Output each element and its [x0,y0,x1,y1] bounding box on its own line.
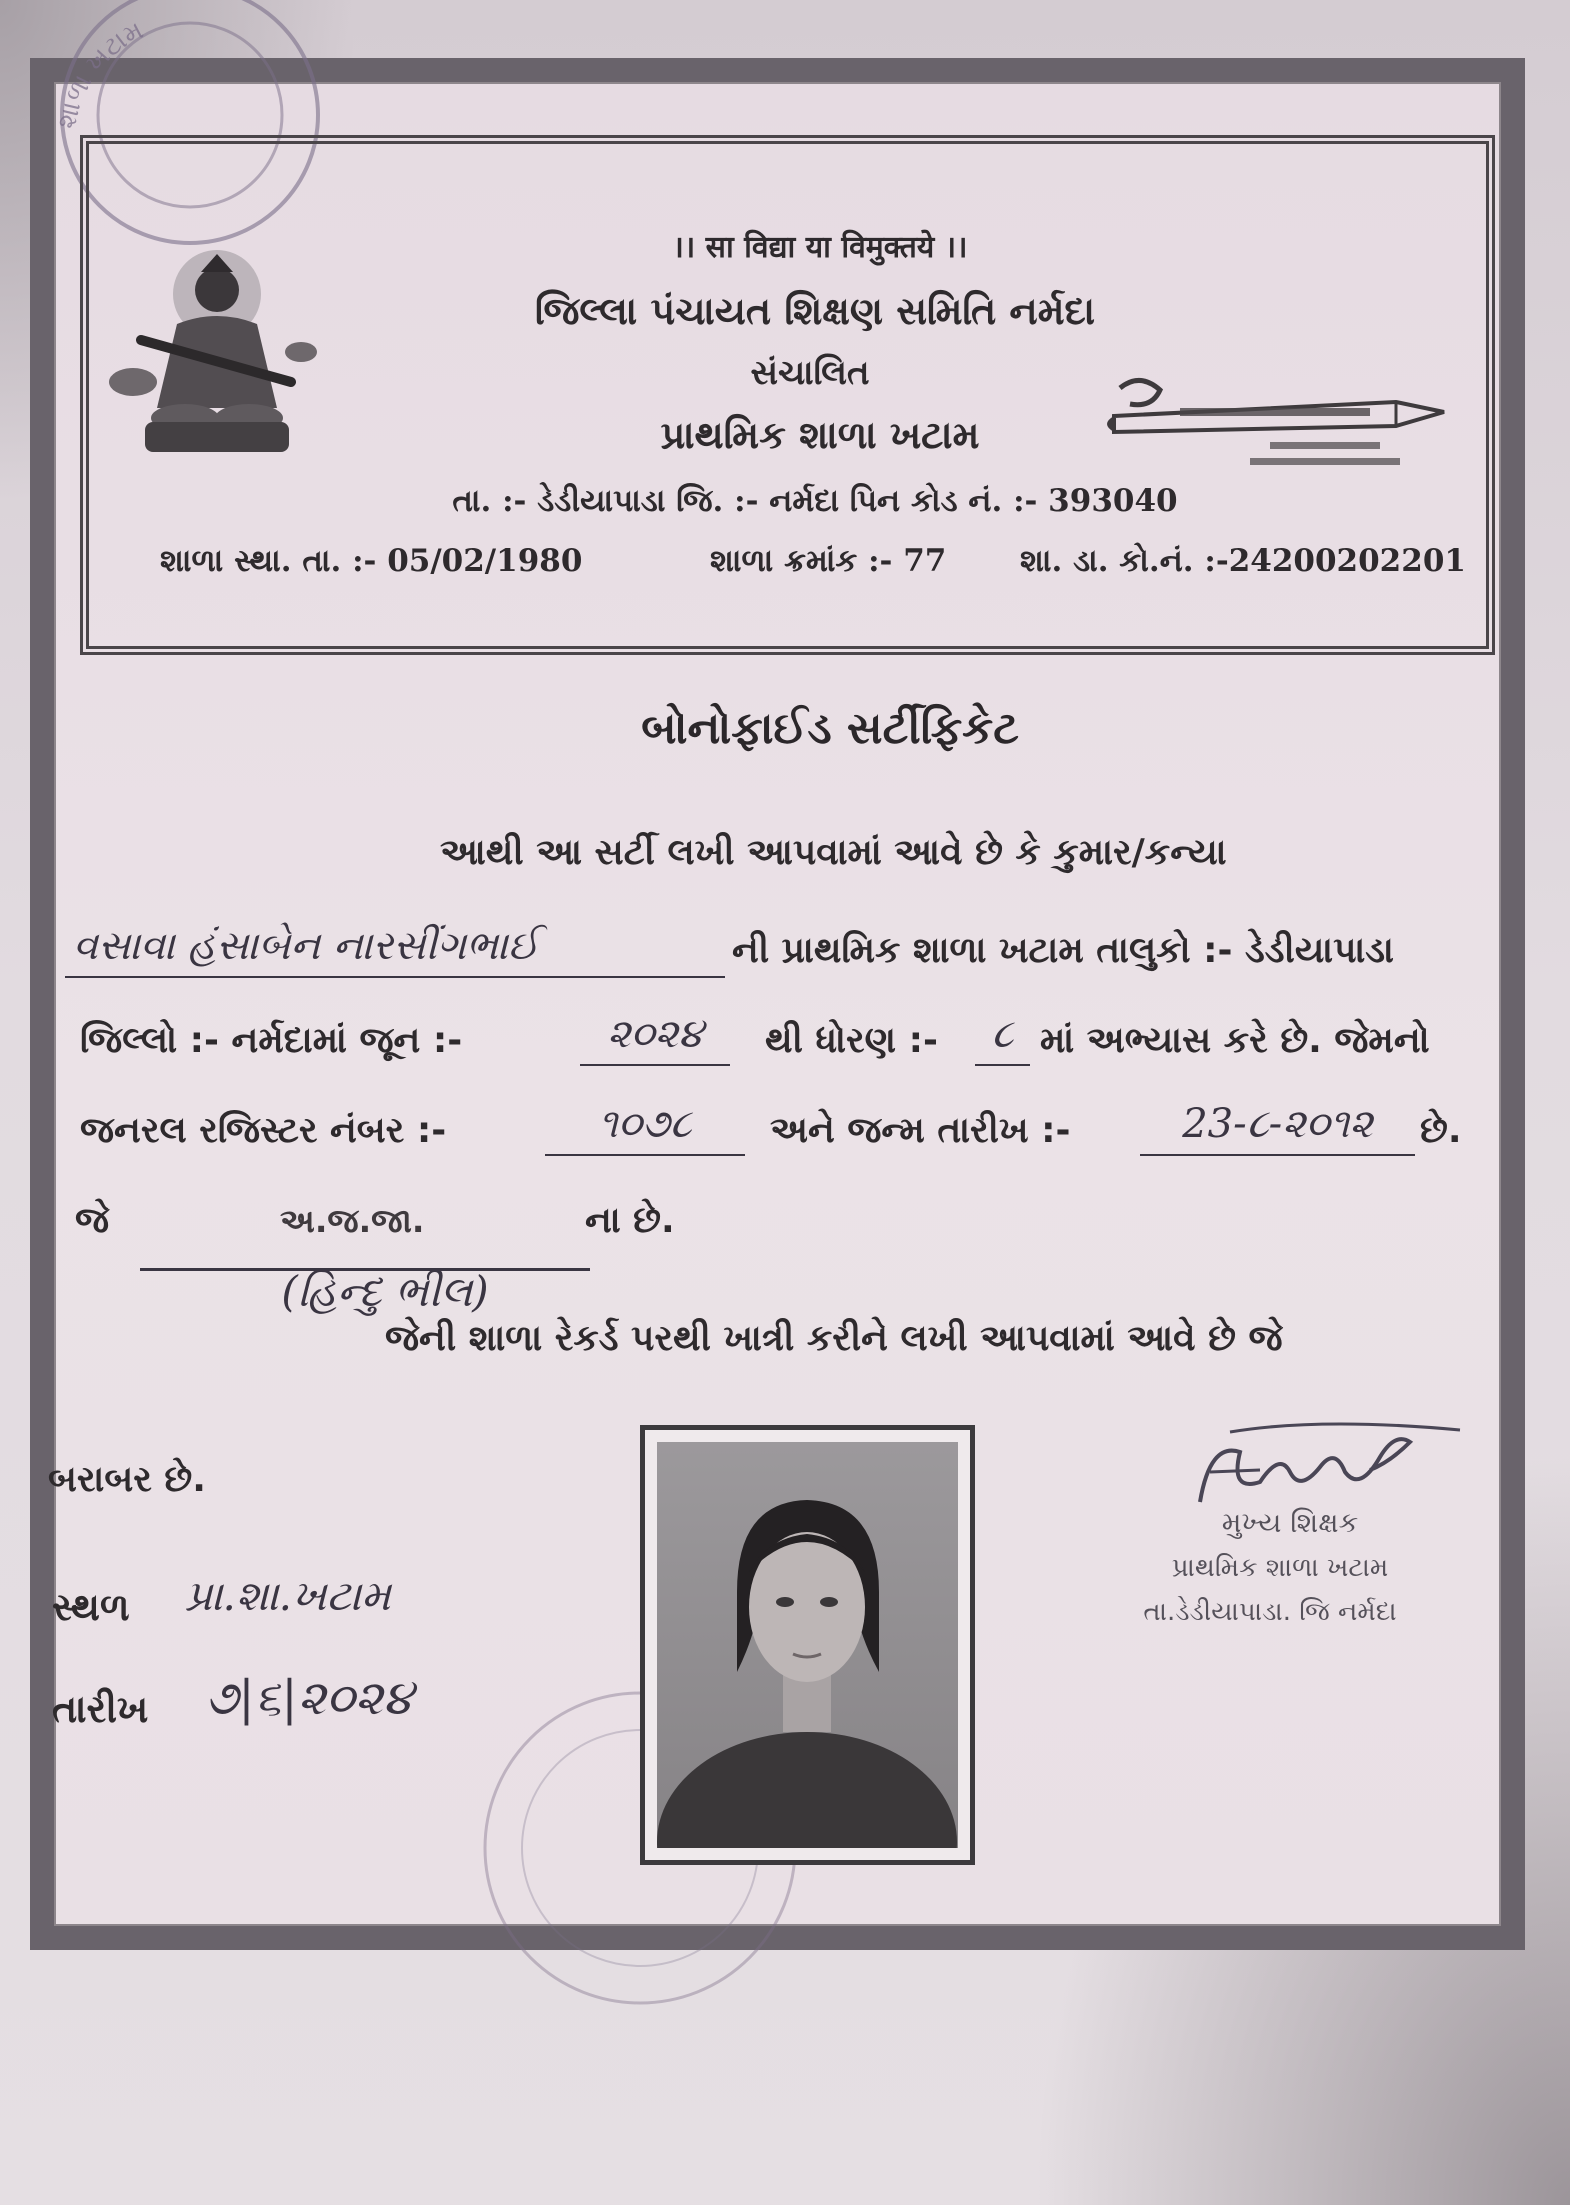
body-line-4-middle: અને જન્મ તારીખ :- [770,1110,1071,1151]
body-line-2: ની પ્રાથમિક શાળા ખટામ તાલુકો :- ડેડીયાપાડા [732,930,1394,971]
header-motto: ।। सा विद्या या विमुक्तये ।। [672,230,968,265]
body-line-4-end: છે. [1420,1110,1462,1151]
date-value: ૭|૬|૨૦૨૪ [205,1670,413,1726]
signatory-location: તા.ડેડીયાપાડા. જિ નર્મદા [1143,1597,1397,1627]
category-value: અ.જ.જા. [280,1201,425,1240]
body-line-1: આથી આ સર્ટી લખી આપવામાં આવે છે કે કુમાર/કન્યા [440,832,1227,873]
signatory-school: પ્રાથમિક શાળા ખટામ [1171,1553,1389,1583]
saraswati-emblem-icon [105,232,325,457]
place-value: પ્રા.શા.ખટામ [185,1571,391,1620]
body-line-5-start: જે [75,1200,110,1241]
header-school-number: શાળા ક્રમાંક :- 77 [710,543,947,579]
stamp-top-text: શાળા ખટામ [51,15,149,132]
header-school-name: પ્રાથમિક શાળા ખટામ [660,412,980,457]
pen-logo-icon [1100,368,1460,480]
svg-text:શાળા ખટામ [52,15,149,131]
header-dise-code: શા. ડા. કો.નં. :-24200202201 [1020,543,1466,579]
body-line-4-start: જનરલ રજિસ્ટર નંબર :- [80,1110,447,1151]
signatory-title: મુખ્ય શિક્ષક [1221,1506,1359,1539]
body-line-3-start: જિલ્લો :- નર્મદામાં જૂન :- [80,1020,463,1061]
student-name: વસાવા હંસાબેન નારસીંગભાઈ [65,918,725,978]
register-number-value: ૧૦૭૮ [545,1096,745,1156]
join-year-value: ૨૦૨૪ [580,1006,730,1066]
religion-caste-value: (હિન્દુ ભીલ) [281,1267,489,1316]
date-label: તારીખ [52,1687,149,1731]
student-photo [640,1425,975,1865]
body-line-5-end: ના છે. [585,1200,675,1241]
birth-date-value: 23-૮-૨૦૧૨ [1140,1096,1415,1156]
certificate-title: બોનોફાઈડ સર્ટીફિકેટ [641,703,1019,754]
body-line-6: જેની શાળા રેકર્ડ પરથી ખાત્રી કરીને લખી આપવામાં આવે છે જે [385,1318,1283,1359]
body-line-3-end: માં અભ્યાસ કરે છે. જેમનો [1040,1020,1430,1061]
header-address: તા. :- ડેડીયાપાડા જિ. :- નર્મદા પિન કોડ નં. :- 393040 [452,483,1178,519]
body-line-7: બરાબર છે. [48,1459,206,1500]
header-managed: સંચાલિત [750,353,870,393]
header-org: જિલ્લા પંચાયત શિક્ષણ સમિતિ નર્મદા [534,288,1096,333]
place-label: સ્થળ [52,1585,130,1629]
body-line-3-middle: થી ધોરણ :- [765,1020,938,1061]
student-photo-icon [657,1442,958,1848]
standard-value: ૮ [975,1006,1030,1066]
header-established: શાળા સ્થા. તા. :- 05/02/1980 [160,543,583,579]
